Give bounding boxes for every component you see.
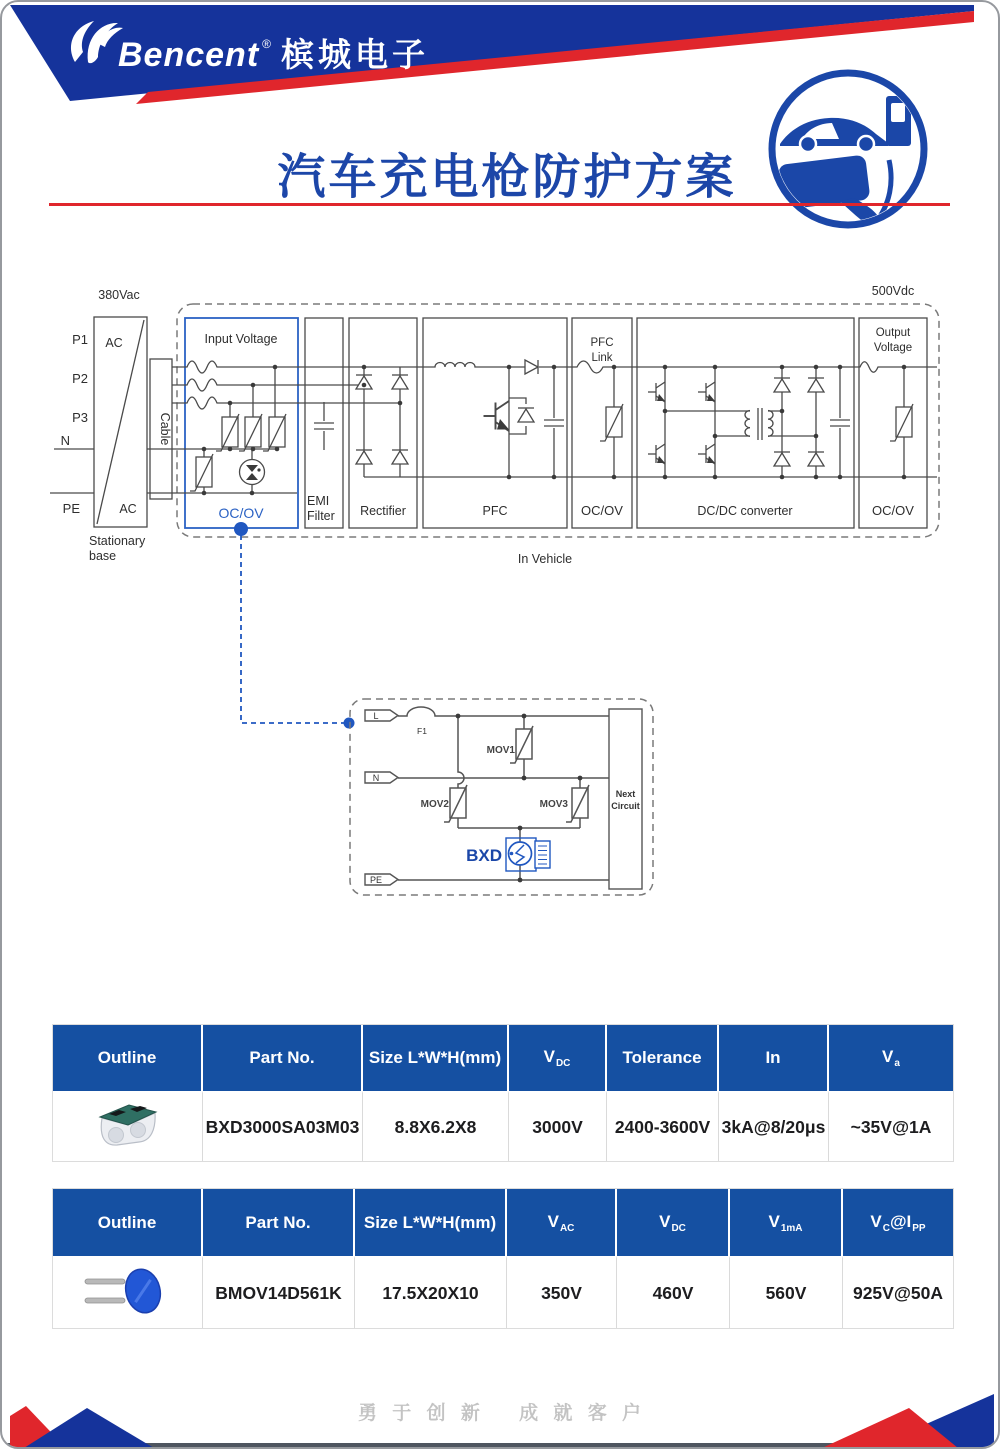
block-diagram [50,284,939,566]
next-circuit-label-2: Circuit [611,801,640,811]
phase-p3-label: P3 [72,410,88,425]
dcdc-label: DC/DC converter [697,504,793,518]
pfc-link-box [572,318,632,528]
t2-header-v1ma: $V_{1mA}$ [730,1189,843,1256]
pfc-link-label-1: PFC [590,337,614,349]
gdt-in: 3kA@8/20μs [719,1091,829,1161]
phase-p2-label: P2 [72,371,88,386]
protection-schematic [350,699,653,895]
schematic-boundary [350,699,653,895]
fuse-f1-label: F1 [417,726,427,736]
mov-vdc: 460V [617,1256,730,1328]
emi-label-1: EMI [307,494,330,508]
t2-header-outline: Outline [53,1189,203,1256]
zoom-connector [234,522,355,729]
ac-top-label: AC [105,336,123,350]
mov-size: 17.5X20X10 [355,1256,507,1328]
terminal-l-label: L [373,711,379,721]
gdt-outline-cell [53,1091,203,1161]
ac-bottom-label: AC [119,502,137,516]
cable-label: Cable [158,412,172,446]
gdt-outline-image [91,1097,165,1153]
gdt-va: ~35V@1A [829,1091,953,1161]
pfc-label: PFC [482,504,508,518]
neutral-label: N [60,433,70,448]
mov-part-no: BMOV14D561K [203,1256,355,1328]
t1-header-tolerance: Tolerance [607,1025,719,1091]
output-voltage-label-1: Output [875,327,911,339]
input-voltage-label: Input Voltage [204,332,278,346]
gdt-size: 8.8X6.2X8 [363,1091,509,1161]
pfc-link-label-2: Link [591,352,613,364]
output-ocov-label: OC/OV [872,503,914,518]
terminal-n-label: N [372,773,380,783]
mov-outline-image [81,1264,175,1318]
t1-header-outline: Outline [53,1025,203,1091]
bxd-label: BXD [466,846,502,865]
mov-spec-table [52,1188,954,1329]
pfc-link-ocov-label: OC/OV [581,503,623,518]
gdt-tolerance: 2400-3600V [607,1091,719,1161]
t1-header-in: In [719,1025,829,1091]
mov-table-header-row [53,1189,953,1256]
next-circuit-box [609,709,642,889]
mov-vc-ipp: 925V@50A [843,1256,953,1328]
t2-header-size: Size L*W*H(mm) [355,1189,507,1256]
mov1-label: MOV1 [486,745,515,756]
gdt-table-data-row [53,1091,953,1161]
t2-header-part-no: Part No. [203,1189,355,1256]
t2-header-vdc: $V_{DC}$ [617,1189,730,1256]
brand-logo [118,29,429,76]
gdt-spec-table [52,1024,954,1162]
registered-mark: ® [262,37,271,51]
gdt-vdc: 3000V [509,1091,607,1161]
stationary-label: Stationary [89,534,146,548]
brand-cn-name: 槟城电子 [280,36,429,73]
terminal-pe-label: PE [369,875,383,885]
dc-output-voltage-label: 500Vdc [871,284,915,298]
ac-input-voltage-label: 380Vac [98,288,140,302]
mov-v1ma: 560V [730,1256,843,1328]
brand-name: Bencent [118,36,260,74]
input-ocov-label: OC/OV [218,505,264,521]
mov3-label: MOV3 [539,799,568,810]
phase-p1-label: P1 [72,332,88,347]
mov-table-data-row [53,1256,953,1328]
gdt-table-header-row [53,1025,953,1091]
t1-header-size: Size L*W*H(mm) [363,1025,509,1091]
rectifier-box [349,318,417,528]
pe-label: PE [62,501,80,516]
next-circuit-label-1: Next [615,789,636,799]
emi-label-2: Filter [307,509,335,523]
t1-header-vdc: $V_{DC}$ [509,1025,607,1091]
mov-vac: 350V [507,1256,617,1328]
rectifier-label: Rectifier [360,504,406,518]
page-title: 汽车充电枪防护方案 [277,151,737,204]
t2-header-vac: $V_{AC}$ [507,1189,617,1256]
output-voltage-label-2: Voltage [873,342,913,354]
terminal-n-tag [365,772,398,783]
t2-header-vc-ipp: $V_C@I_{PP}$ [843,1189,953,1256]
footer-slogan: 勇 于 创 新 成 就 客 户 [358,1403,646,1424]
gdt-part-no: BXD3000SA03M03 [203,1091,363,1161]
terminal-l-tag [365,710,398,721]
base-label: base [89,549,117,563]
in-vehicle-label: In Vehicle [517,552,573,566]
t1-header-va: $V_a$ [829,1025,953,1091]
mov-outline-cell [53,1256,203,1328]
t1-header-part-no: Part No. [203,1025,363,1091]
mov2-label: MOV2 [420,799,449,810]
